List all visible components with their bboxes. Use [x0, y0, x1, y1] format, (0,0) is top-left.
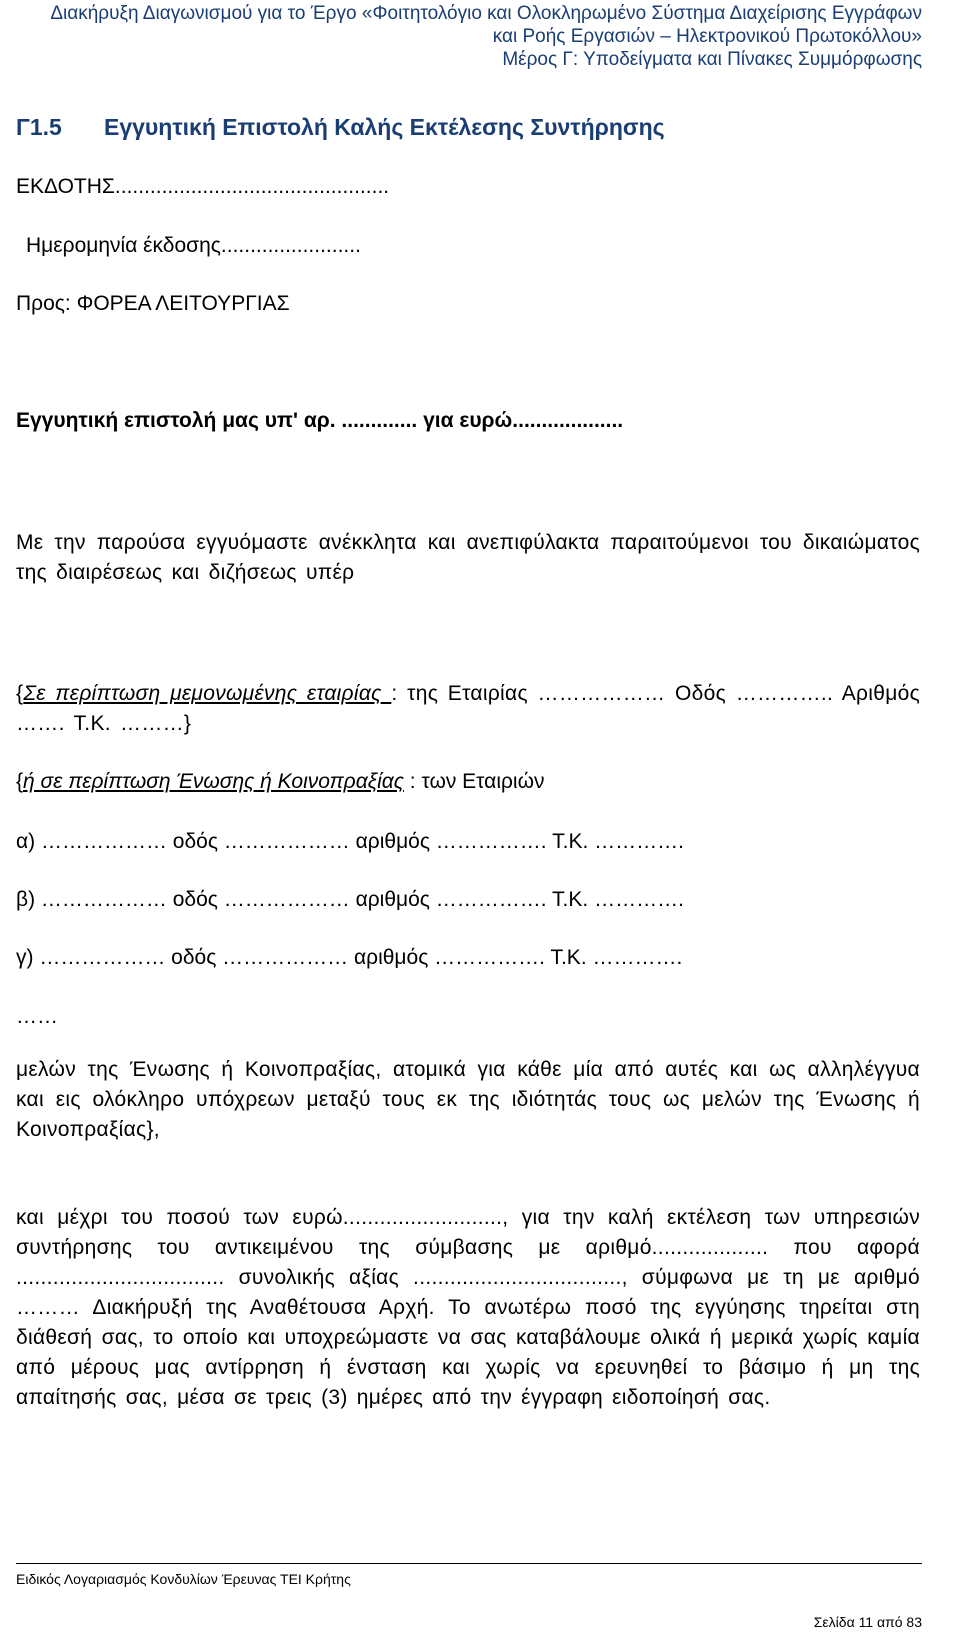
section-title: Εγγυητική Επιστολή Καλής Εκτέλεσης Συντήρησης — [104, 114, 665, 140]
footer-organization: Ειδικός Λογαριασμός Κονδυλίων Έρευνας ΤΕΙ Κρήτης — [16, 1571, 351, 1587]
intro-paragraph: Με την παρούσα εγγυόμαστε ανέκκλητα και ανεπιφύλακτα παραιτούμενοι του δικαιώματος της διαιρέσεως και διζήσεως υπέρ — [16, 531, 920, 584]
joint-case-label: ή σε περίπτωση Ένωσης ή Κοινοπραξίας — [23, 770, 404, 793]
joint-case-line: {ή σε περίπτωση Ένωσης ή Κοινοπραξίας : των Εταιριών — [16, 770, 545, 793]
company-case-label: Σε περίπτωση μεμονωμένης εταιρίας — [23, 682, 392, 705]
section-heading — [16, 114, 665, 141]
header-line-2: και Ροής Εργασιών – Ηλεκτρονικού Πρωτοκόλλου» — [492, 26, 922, 47]
members-note-paragraph: μελών της Ένωσης ή Κοινοπραξίας, ατομικά για κάθε μία από αυτές και ως αλληλέγγυα και εις ολόκληρο υπόχρεων μεταξύ τους εκ της ιδιότητάς τους ως μελών της Ένωσης ή Κοινοπραξίας}, — [16, 1058, 920, 1141]
member-line-a: α) ……………… οδός ……………… αριθμός ……………. Τ.Κ. …………. — [16, 830, 684, 853]
header-line-3: Μέρος Γ: Υποδείγματα και Πίνακες Συμμόρφωσης — [502, 49, 922, 70]
company-case-paragraph: {Σε περίπτωση μεμονωμένης εταιρίας : της Εταιρίας ……………… Οδός ………….. Αριθμός ……. Τ.Κ. ………} — [16, 682, 921, 735]
issuer-field: ΕΚΔΟΤΗΣ............................................... — [16, 175, 390, 198]
header-line-1: Διακήρυξη Διαγωνισμού για το Έργο «Φοιτητολόγιο και Ολοκληρωμένο Σύστημα Διαχείρισης Εγγράφων — [50, 3, 922, 24]
member-line-b: β) ……………… οδός ……………… αριθμός ……………. Τ.Κ. …………. — [16, 888, 684, 911]
recipient-line: Προς: ΦΟΡΕΑ ΛΕΙΤΟΥΡΓΙΑΣ — [16, 292, 290, 315]
page-number: Σελίδα 11 από 83 — [813, 1614, 922, 1630]
footer-divider — [16, 1563, 922, 1564]
guarantee-body-paragraph: και μέχρι του ποσού των ευρώ.........................., για την καλή εκτέλεση των υπηρεσιών συντήρησης του αντικειμένου της σύμβασης με αριθμό................... που αφορά .................................. συνολικής αξίας .................................., σύμφωνα με τη με αριθμό ……… Διακήρυξή της Αναθέτουσα Αρχή. Το ανωτέρω ποσό της εγγύησης τηρείται στη διάθεσή σας, το οποίο και υποχρεώμαστε να σας καταβάλουμε ολικά ή μερικά χωρίς καμία από μέρους μας αντίρρηση ή ένσταση και χωρίς να ερευνηθεί το βάσιμο ή μη της απαίτησής σας, μέσα σε τρεις (3) ημέρες από την έγγραφη ειδοποίησή σας. — [16, 1206, 920, 1409]
company-case-text: : της Εταιρίας ……………… Οδός ………….. Αριθμός ……. Τ.Κ. ………} — [16, 682, 921, 735]
section-number: Γ1.5 — [16, 114, 62, 140]
more-members-ellipsis: …… — [16, 1005, 58, 1028]
member-line-c: γ) ……………… οδός ……………… αριθμός ……………. Τ.Κ. …………. — [16, 946, 683, 969]
letter-reference: Εγγυητική επιστολή μας υπ' αρ. ............. για ευρώ................... — [16, 409, 624, 432]
issue-date-field: Ημερομηνία έκδοσης........................ — [26, 234, 361, 257]
document-header — [50, 2, 922, 71]
joint-case-text: : των Εταιριών — [403, 770, 545, 793]
